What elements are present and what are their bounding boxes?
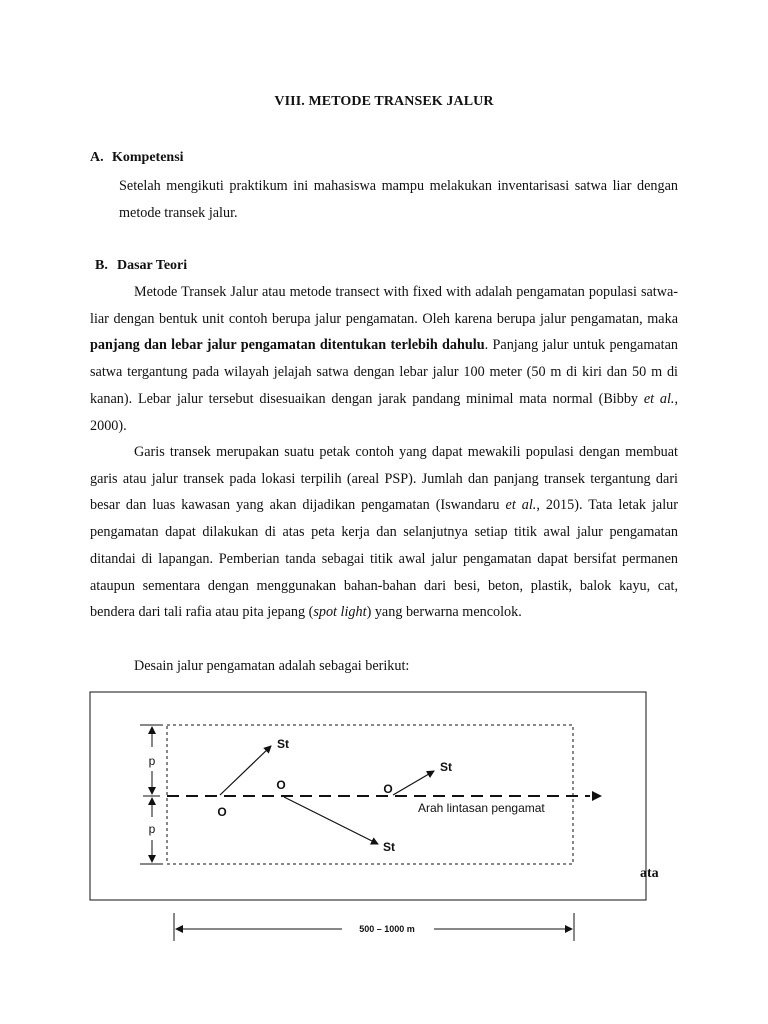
direction-label: Arah lintasan pengamat	[418, 801, 545, 815]
width-arrow-up-lower-icon	[148, 797, 156, 805]
label-st-2: St	[440, 760, 452, 774]
label-p-bottom: p	[148, 822, 156, 836]
section-a-number: A.	[90, 150, 104, 165]
cut-off-text: ata	[640, 866, 659, 881]
label-st-1: St	[277, 737, 289, 751]
label-o-2: O	[276, 778, 286, 792]
paragraph-3-text: Desain jalur pengamatan adalah sebagai berikut:	[134, 658, 410, 674]
section-b-title: Dasar Teori	[117, 258, 188, 273]
transect-area-boundary	[167, 725, 573, 864]
paragraph-2-text-a: Garis transek merupakan suatu petak contoh yang dapat mewakili populasi dengan membuat garis atau jalur transek pada lokasi terpilih (areal PSP). Jumlah dan panjang transek tergantung dari besar dan luas kawasan yang akan dijadikan pengamatan (Iswandaru	[90, 444, 678, 514]
width-arrow-down-icon	[148, 787, 156, 795]
paragraph-1-text-c: , 2000).	[90, 390, 679, 434]
paragraph-1-italic: et al.	[643, 390, 675, 407]
length-arrow-left-icon	[175, 925, 183, 933]
paragraph-2-text-b: , 2015). Tata letak jalur pengamatan dapat dilakukan di atas peta kerja dan selanjutnya setiap titik awal jalur pengamatan ditandai di lapangan. Pemberian tanda sebagai titik awal jalur pengamatan dapat bersifat permanen ataupun sementara dengan menggunakan bahan-bahan dari besi, beton, plastik, balok kayu, cat, bendera dari tali rafia atau pita jepang (	[90, 497, 678, 621]
sighting-line-1	[220, 746, 271, 795]
sighting-line-2	[284, 797, 378, 844]
section-a-title: Kompetensi	[112, 150, 184, 165]
paragraph-2-italic-1: et al.	[505, 497, 537, 514]
paragraph-2-italic-2: spot light	[313, 604, 367, 621]
length-label: 500 – 1000 m	[359, 924, 415, 934]
width-arrow-down-lower-icon	[148, 855, 156, 863]
section-b-number: B.	[95, 258, 108, 273]
section-a-text: Setelah mengikuti praktikum ini mahasiswa mampu melakukan inventarisasi satwa liar dengan metode transek jalur.	[119, 178, 678, 221]
paragraph-1-text-b: . Panjang jalur untuk pengamatan satwa tergantung pada wilayah jelajah satwa dengan lebar jalur 100 meter (50 m di kiri dan 50 m di kanan). Lebar jalur tersebut disesuaikan dengan jarak pandang minimal mata normal (Bibby	[90, 337, 678, 407]
transect-direction-arrow-icon	[592, 791, 602, 801]
sighting-line-3	[393, 771, 434, 795]
paragraph-2-text-c: ) yang berwarna mencolok.	[366, 604, 522, 621]
label-p-top: p	[148, 754, 156, 768]
label-st-3: St	[383, 840, 395, 854]
length-arrow-right-icon	[565, 925, 573, 933]
width-arrow-up-icon	[148, 726, 156, 734]
paragraph-1-text-a: Metode Transek Jalur atau metode transect with fixed with adalah pengamatan populasi satwa-liar dengan bentuk unit contoh berupa jalur pengamatan. Oleh karena berupa jalur pengamatan, maka	[90, 284, 678, 327]
label-o-3: O	[383, 782, 393, 796]
label-o-1: O	[217, 805, 227, 819]
page-title: VIII. METODE TRANSEK JALUR	[274, 94, 494, 109]
paragraph-1-bold: panjang dan lebar jalur pengamatan ditentukan terlebih dahulu	[90, 337, 485, 354]
